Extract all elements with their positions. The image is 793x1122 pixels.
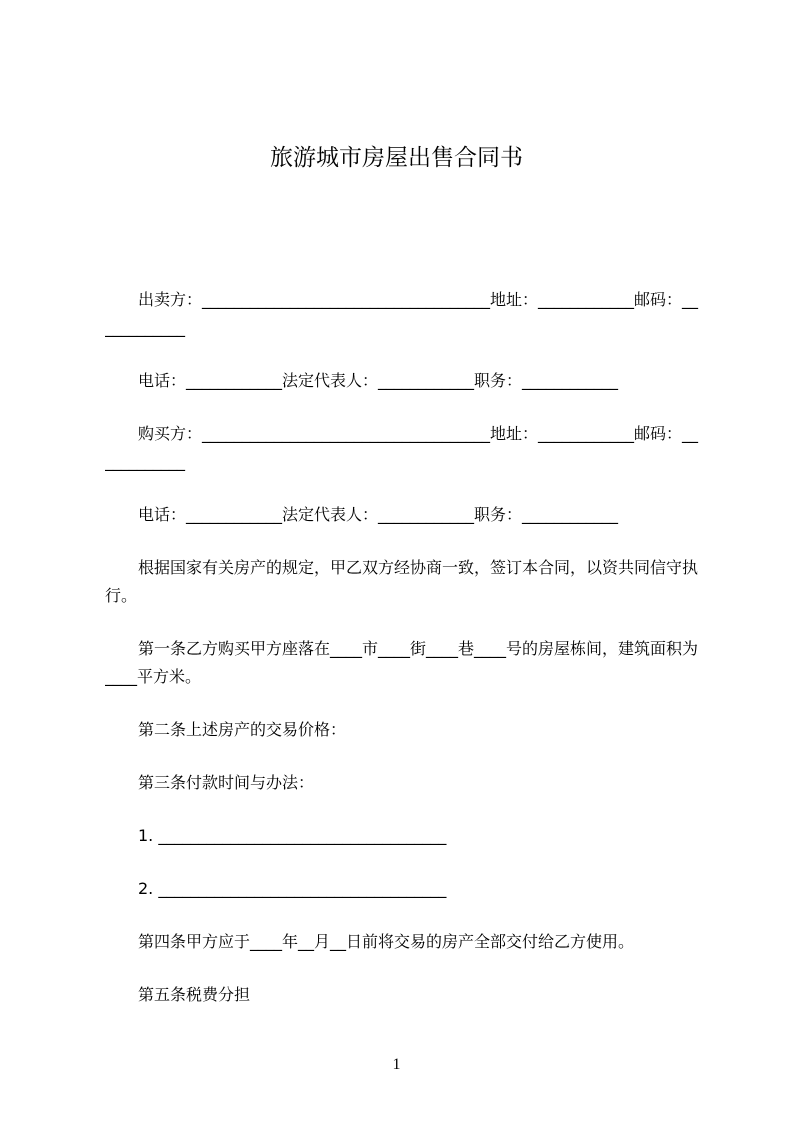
buyer-info-line: 购买方：____________________________________地址：____________邮码：__	[138, 424, 699, 443]
seller-info-line: 出卖方：____________________________________地址：____________邮码：__	[138, 290, 699, 309]
document-title: 旅游城市房屋出售合同书	[270, 145, 523, 171]
preamble-line-continued: 行。	[105, 586, 138, 605]
article-2-paragraph	[105, 716, 700, 744]
seller-contact-paragraph	[105, 367, 700, 395]
seller-info-line-continued: __________	[105, 318, 185, 337]
payment-item-1-paragraph	[105, 822, 700, 850]
buyer-contact-paragraph	[105, 501, 700, 529]
buyer-contact-line: 电话：____________法定代表人：____________职务：____________	[138, 505, 619, 524]
article-5-line: 第五条税费分担	[138, 985, 251, 1004]
document-body	[105, 286, 700, 1034]
buyer-info-line-continued: __________	[105, 452, 185, 471]
article-1-line-continued: ____平方米。	[105, 667, 202, 686]
article-3-line: 第三条付款时间与办法：	[138, 773, 315, 792]
seller-contact-line: 电话：____________法定代表人：____________职务：____________	[138, 371, 619, 390]
article-4-line: 第四条甲方应于____年__月__日前将交易的房产全部交付给乙方使用。	[138, 932, 635, 951]
article-1-line: 第一条乙方购买甲方座落在____市____街____巷____号的房屋栋间，建筑面积为	[138, 639, 699, 658]
preamble-line: 根据国家有关房产的规定，甲乙双方经协商一致，签订本合同，以资共同信守执	[138, 558, 699, 577]
article-5-paragraph	[105, 981, 700, 1009]
payment-item-1-line: 1. ____________________________________	[138, 826, 447, 845]
payment-item-2-paragraph	[105, 875, 700, 903]
page-number: 1	[392, 1056, 401, 1073]
buyer-info-paragraph	[105, 420, 700, 476]
article-1-paragraph	[105, 635, 700, 691]
article-3-paragraph	[105, 769, 700, 797]
preamble-paragraph	[105, 554, 700, 610]
seller-info-paragraph	[105, 286, 700, 342]
article-2-line: 第二条上述房产的交易价格：	[138, 720, 347, 739]
payment-item-2-line: 2. ____________________________________	[138, 879, 447, 898]
article-4-paragraph	[105, 928, 700, 956]
